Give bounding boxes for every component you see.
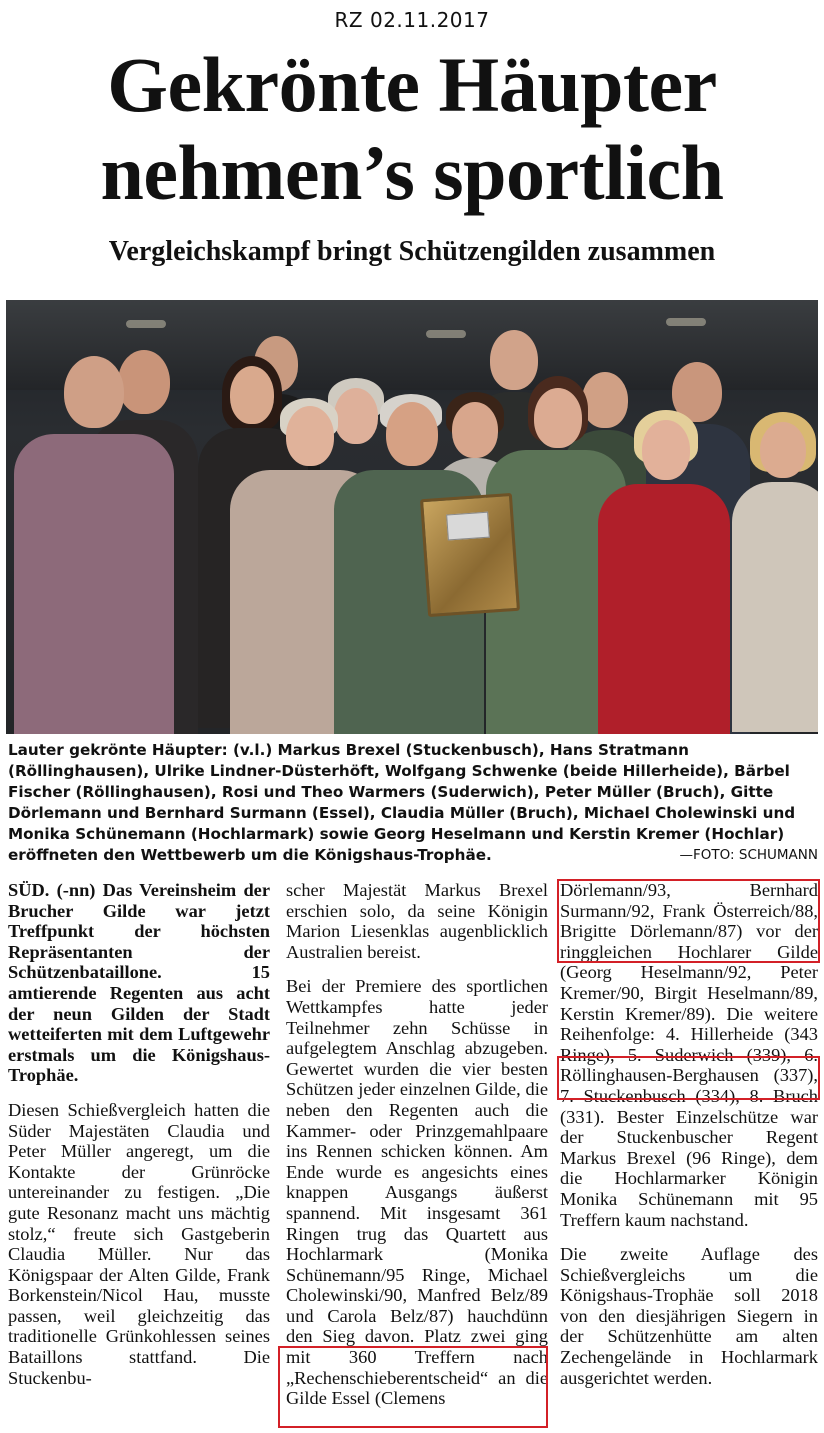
- article-paragraph: Diesen Schießvergleich hatten die Süder Majestäten Claudia und Peter Müller angeregt, um die Kontakte der Grünröcke untereinander zu festigen. „Die gute Resonanz macht uns mächtig stolz,“ freute sich Gastgeberin Claudia Müller. Nur das Königspaar der Alten Gilde, Frank Borkenstein/Nicol Hau, musste passen, weil gleichzeitig das traditionelle Grünkohlessen seines Bataillons stattfand. Die Stuckenbu-: [8, 1099, 270, 1388]
- caption-text: Lauter gekrönte Häupter: (v.l.) Markus Brexel (Stuckenbusch), Hans Stratmann (Röllinghausen), Ulrike Lindner-Düsterhöft, Wolfgang Schwenke (beide Hillerheide), Bärbel Fischer (Röllinghausen), Rosi und Theo Warmers (Suderwich), Peter Müller (Bruch), Gitte Dörlemann und Bernhard Surmann (Essel), Claudia Müller (Bruch), Michael Cholewinski und Monika Schünemann (Hochlarmark) sowie Georg Heselmann und Kerstin Kremer (Hochlar) eröffneten den Wettbewerb um die Königshaus-Trophäe.: [8, 741, 796, 864]
- article-paragraph: scher Majestät Markus Brexel erschien solo, da seine Königin Marion Liesenklas augenblicklich Australien bereist.: [286, 880, 548, 962]
- highlight-box-essel: [557, 879, 820, 963]
- article-column-2: [286, 880, 548, 1423]
- article-paragraph: Bei der Premiere des sportlichen Wettkampfes hatte jeder Teilnehmer zehn Schüsse in aufgelegtem Anschlag abzugeben. Gewertet wurden die vier besten Schützen jeder einzelnen Gilde, die neben den Regenten auch die Kammer- oder Prinzgemahlpaare ins Rennen schicken können. Am Ende wurde es angesichts eines knappen Ausgangs äußerst spannend. Mit insgesamt 361 Ringen trug das Quartett aus Hochlarmark (Monika Schünemann/95 Ringe, Michael Cholewinski/90, Manfred Belz/89 und Carola Belz/87) hauchdünn den Sieg davon. Platz zwei ging mit 360 Treffern nach „Rechenschieberentscheid“ an die Gilde Essel (Clemens: [286, 976, 548, 1409]
- subheadline: Vergleichskampf bringt Schützengilden zusammen: [108, 236, 716, 267]
- article-column-1: [8, 880, 270, 1402]
- article-paragraph: Die zweite Auflage des Schießvergleichs um die Königshaus-Trophäe soll 2018 von den diesjährigen Siegern in der Schützenhütte am alten Zechengelände in Hochlarmark ausgerichtet werden.: [560, 1244, 818, 1388]
- highlight-box-second-place: [278, 1346, 548, 1428]
- group-photo: [6, 300, 818, 734]
- trophy-plaque: [420, 493, 520, 617]
- headline-line-2: nehmen’s sportlich: [100, 129, 724, 216]
- headline-line-1: Gekrönte Häupter: [107, 41, 717, 128]
- ceiling-lamp: [126, 320, 166, 328]
- dateline: RZ 02.11.2017: [334, 8, 490, 32]
- article-paragraph: Dörlemann/93, Bernhard Surmann/92, Frank Österreich/88, Brigitte Dörlemann/87) vor der ringgleichen Hochlarer Gilde (Georg Heselmann/92, Peter Kremer/90, Birgit Heselmann/89, Kerstin Kremer/89). Die weitere Reihenfolge: 4. Hillerheide (343 Ringe), 5. Suderwich (339), 6. Röllinghausen-Berghausen (337), 7. Stuckenbusch (334), 8. Bruch (331). Bester Einzelschütze war der Stuckenbuscher Regent Markus Brexel (96 Ringe), dem die Hochlarmarker Königin Monika Schünemann mit 95 Treffern kaum nachstand.: [560, 880, 818, 1230]
- photo-credit: —FOTO: SCHUMANN: [679, 847, 818, 863]
- article-lead: SÜD. (-nn) Das Vereinsheim der Brucher Gilde war jetzt Treffpunkt der höchsten Repräsentanten der Schützenbataillone. 15 amtierende Regenten aus acht der neun Gilden der Stadt wetteiferten mit dem Luftgewehr erstmals um die Königshaus-Trophäe.: [8, 880, 270, 1086]
- ceiling-lamp: [426, 330, 466, 338]
- photo-caption: [8, 740, 818, 866]
- ceiling-lamp: [666, 318, 706, 326]
- highlight-box-ranking: [557, 1056, 820, 1100]
